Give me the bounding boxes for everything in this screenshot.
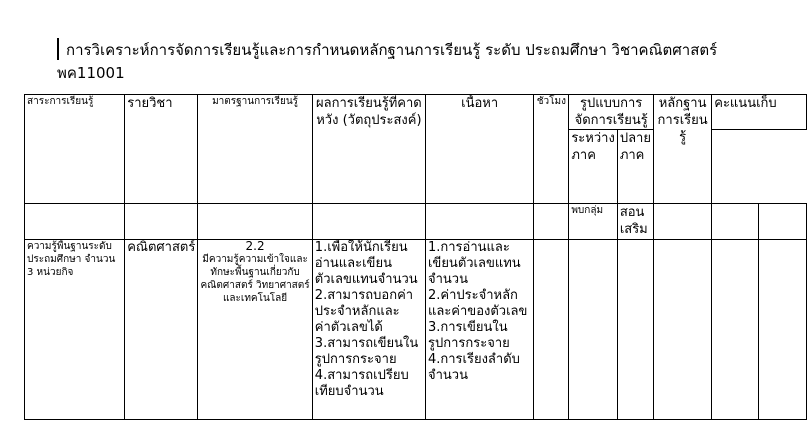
cell-evidence (653, 240, 711, 420)
list-item: 2.ค่าประจำหลักและค่าของตัวเลข (427, 288, 528, 319)
cell-empty (534, 204, 569, 240)
header-score-mid: ระหว่างภาค (569, 130, 617, 204)
header-standard: มาตรฐานการเรียนรู้ (198, 95, 312, 204)
cell-subject: คณิตศาสตร์ (125, 240, 198, 420)
analysis-table (24, 94, 807, 420)
cell-empty (125, 204, 198, 240)
course-code: พค11001 (57, 64, 125, 82)
cell-content (425, 240, 533, 420)
standard-code: 2.2 (245, 239, 265, 253)
list-item: 4.สามารถเปรียบเทียบจำนวน (314, 368, 409, 399)
cell-format-extra (617, 240, 653, 420)
standard-text: มีความรู้ความเข้าใจและทักษะพื้นฐานเกี่ยวกับคณิตศาสตร์ วิทยาศาสตร์และเทคโนโลยี (200, 254, 310, 304)
header-format-meet: พบกลุ่ม (569, 204, 617, 240)
cell-strand: ความรู้พื้นฐานระดับประถมศึกษา จำนวน 3 หน่วยกิจ (25, 240, 125, 420)
list-item: 1.เพื่อให้นักเรียนอ่านและเขียนตัวเลขแทนจำนวน (314, 240, 418, 287)
header-content: เนื้อหา (425, 95, 533, 204)
header-outcomes: ผลการเรียนรู้ที่คาดหวัง (วัตถุประสงค์) (312, 95, 425, 204)
cell-empty (425, 204, 533, 240)
header-strand: สาระการเรียนรู้ (25, 95, 125, 204)
list-item: 3.การเขียนในรูปการกระจาย (427, 320, 510, 351)
header-subject: รายวิชา (125, 95, 198, 204)
title-marker (57, 38, 59, 60)
header-hours: ชั่วโมง (534, 95, 569, 204)
header-format: รูปแบบการจัดการเรียนรู้ (569, 95, 654, 130)
cell-empty (25, 204, 125, 240)
cell-format-meet (569, 240, 617, 420)
header-score-end: ปลายภาค (617, 130, 653, 204)
cell-standard (198, 240, 312, 420)
cell-empty (758, 204, 806, 240)
header-score: คะแนนเก็บ (712, 95, 807, 130)
cell-score-mid (712, 240, 758, 420)
cell-outcomes (312, 240, 425, 420)
cell-hours (534, 240, 569, 420)
cell-empty (712, 204, 758, 240)
cell-empty (198, 204, 312, 240)
list-item: 1.การอ่านและเขียนตัวเลขแทนจำนวน (427, 240, 521, 287)
cell-score-end (758, 240, 806, 420)
cell-empty (312, 204, 425, 240)
header-evidence: หลักฐานการเรียนรู้ (653, 95, 711, 204)
cell-empty (653, 204, 711, 240)
list-item: 4.การเรียงลำดับจำนวน (427, 352, 520, 383)
list-item: 3.สามารถเขียนในรูปการกระจาย (314, 336, 419, 367)
document-title: การวิเคราะห์การจัดการเรียนรู้และการกำหนดหลักฐานการเรียนรู้ ระดับ ประถมศึกษา วิชาคณิตศาสตร์ (66, 41, 718, 59)
list-item: 2.สามารถบอกค่าประจำหลักและค่าตัวเลขได้ (314, 288, 414, 335)
header-format-extra: สอนเสริม (617, 204, 653, 240)
